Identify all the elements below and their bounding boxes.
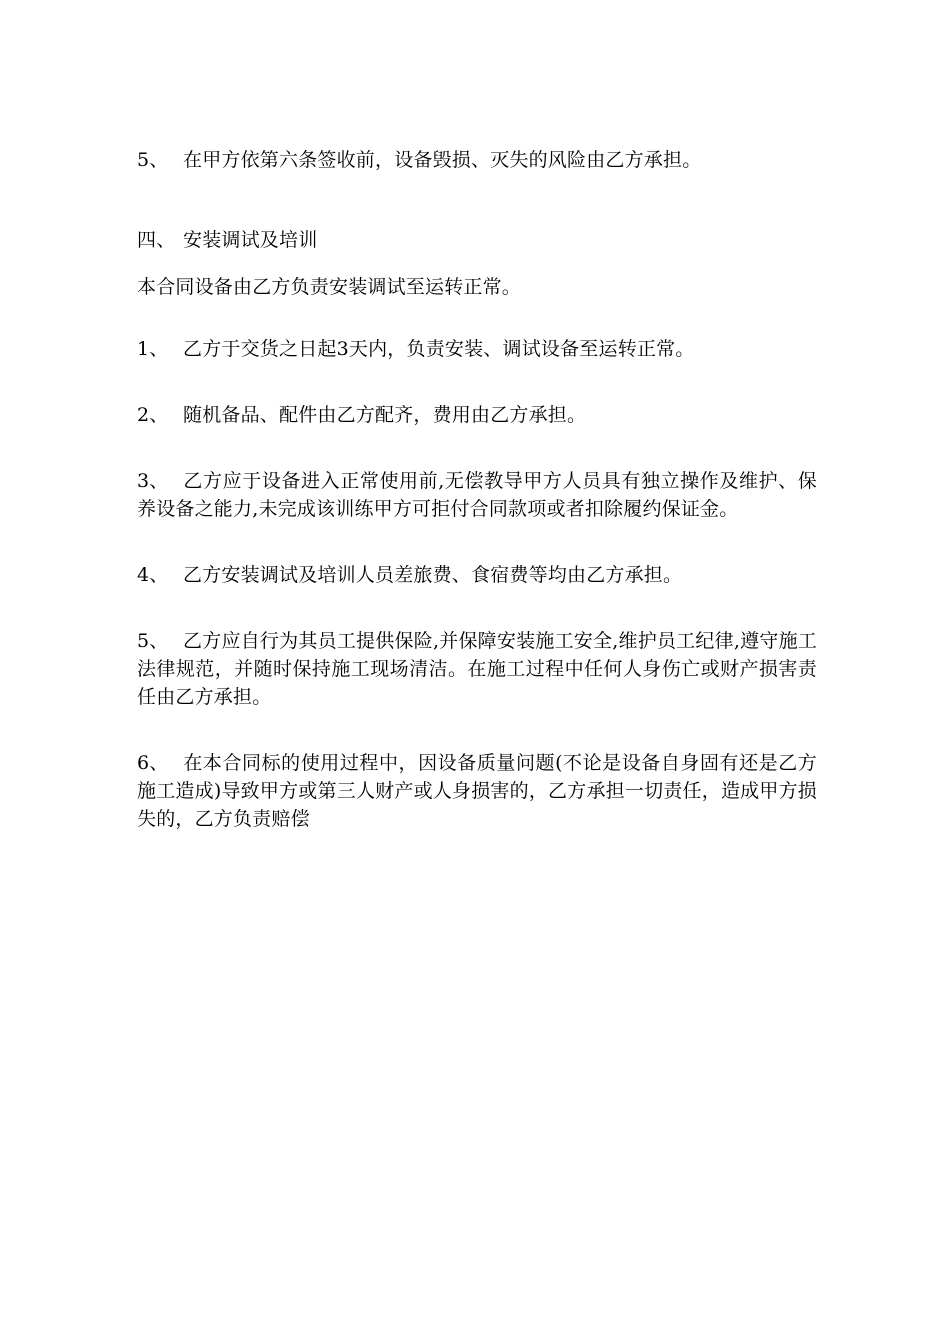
section-heading [137,226,817,254]
clause-4 [137,561,817,589]
clause-text: 乙方于交货之日起3天内，负责安装、调试设备至运转正常。 [183,338,695,360]
clause-number: 5、 [137,630,169,652]
section-number: 四、 [137,229,176,251]
clause-1 [137,335,817,363]
clause-5 [137,627,817,711]
clause-number: 2、 [137,404,169,426]
document-body [137,146,817,833]
clause-text: 随机备品、配件由乙方配齐，费用由乙方承担。 [183,404,587,426]
clause-2 [137,401,817,429]
clause-3 [137,467,817,523]
clause-number: 3、 [137,470,169,492]
clause-prev-5 [137,146,817,174]
section-intro: 本合同设备由乙方负责安装调试至运转正常。 [137,276,522,298]
clause-text: 乙方应自行为其员工提供保险,并保障安装施工安全,维护员工纪律,遵守施工法律规范，并随时保持施工现场清洁。在施工过程中任何人身伤亡或财产损害责任由乙方承担。 [137,630,817,708]
section-title: 安装调试及培训 [183,229,318,251]
clause-6 [137,749,817,833]
clause-number: 6、 [137,752,169,774]
clause-text: 在本合同标的使用过程中，因设备质量问题(不论是设备自身固有还是乙方施工造成)导致甲方或第三人财产或人身损害的，乙方承担一切责任，造成甲方损失的，乙方负责赔偿 [137,752,817,830]
clause-text: 乙方应于设备进入正常使用前,无偿教导甲方人员具有独立操作及维护、保养设备之能力,未完成该训练甲方可拒付合同款项或者扣除履约保证金。 [137,470,817,520]
clause-text: 在甲方依第六条签收前，设备毁损、灭失的风险由乙方承担。 [183,149,702,171]
clause-number: 1、 [137,338,169,360]
clause-text: 乙方安装调试及培训人员差旅费、食宿费等均由乙方承担。 [183,564,683,586]
clause-number: 5、 [137,149,169,171]
clause-number: 4、 [137,564,169,586]
